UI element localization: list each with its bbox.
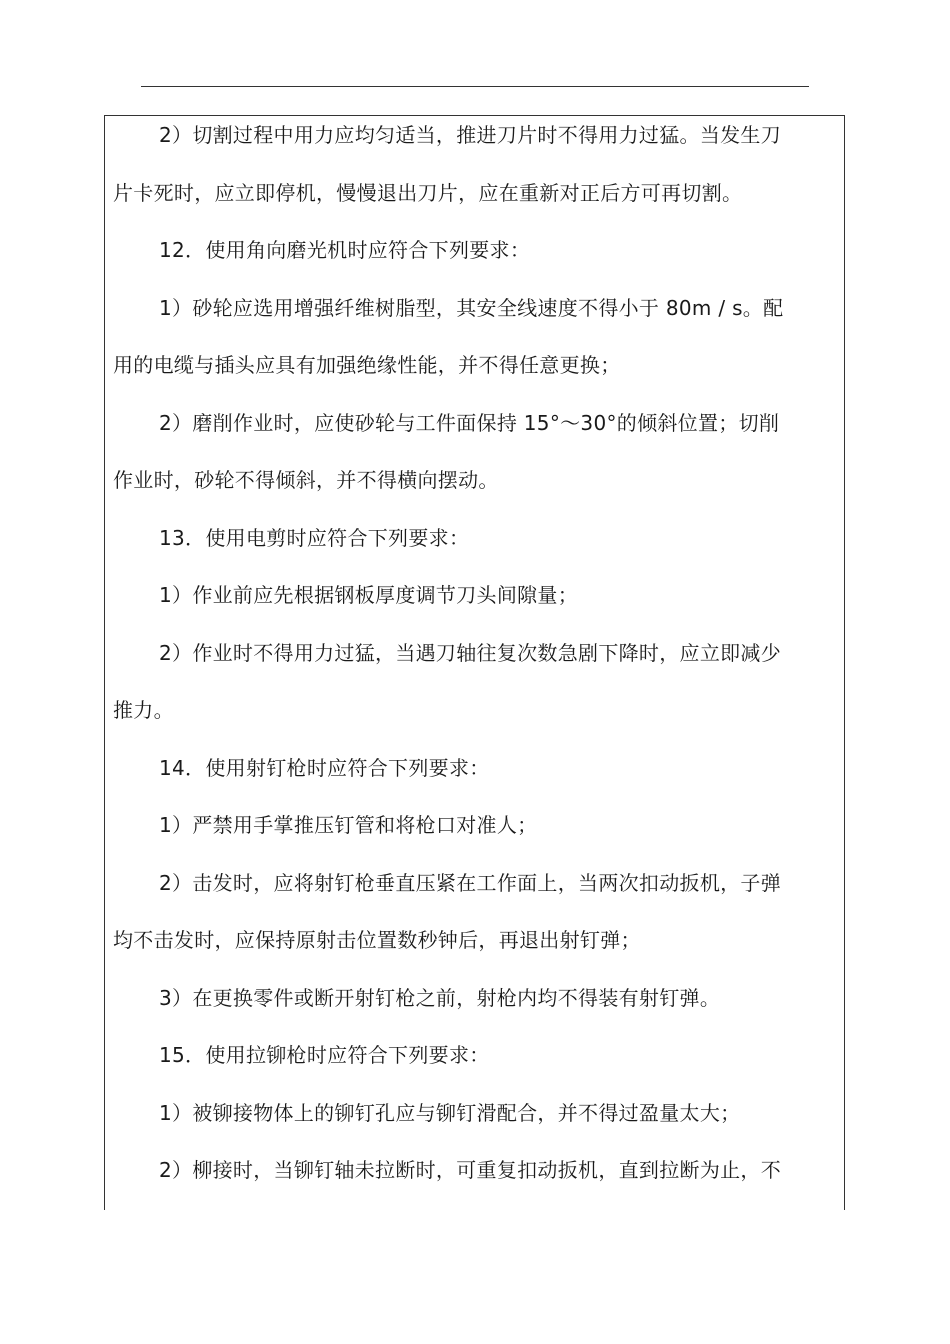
text-line: 片卡死时，应立即停机，慢慢退出刀片，应在重新对正后方可再切割。 bbox=[113, 180, 743, 205]
text-line: 13．使用电剪时应符合下列要求： bbox=[159, 525, 470, 550]
text-line: 2）切割过程中用力应均匀适当，推进刀片时不得用力过猛。当发生刀 bbox=[159, 123, 782, 147]
text-line: 2）磨削作业时，应使砂轮与工件面保持 15°～30°的倾斜位置；切削 bbox=[159, 410, 780, 435]
text-flow bbox=[113, 116, 839, 1200]
text-line: 2）柳接时，当铆钉轴未拉断时，可重复扣动扳机，直到拉断为止，不 bbox=[159, 1158, 782, 1182]
text-line: 1）砂轮应选用增强纤维树脂型，其安全线速度不得小于 80m / s。配 bbox=[159, 295, 784, 320]
text-line: 1）作业前应先根据钢板厚度调节刀头间隙量； bbox=[159, 583, 579, 607]
text-line: 15．使用拉铆枪时应符合下列要求： bbox=[159, 1043, 490, 1067]
text-line: 作业时，砂轮不得倾斜，并不得横向摆动。 bbox=[113, 468, 499, 492]
text-line: 3）在更换零件或断开射钉枪之前，射枪内均不得装有射钉弹。 bbox=[159, 985, 721, 1010]
text-line: 用的电缆与插头应具有加强绝缘性能，并不得任意更换； bbox=[113, 353, 621, 377]
text-line: 均不击发时，应保持原射击位置数秒钟后，再退出射钉弹； bbox=[113, 928, 641, 952]
text-line: 2）击发时，应将射钉枪垂直压紧在工作面上，当两次扣动扳机，子弹 bbox=[159, 870, 782, 895]
text-line: 1）严禁用手掌推压钉管和将枪口对准人； bbox=[159, 813, 538, 837]
header-rule bbox=[141, 86, 809, 87]
text-line: 1）被铆接物体上的铆钉孔应与铆钉滑配合，并不得过盈量太大； bbox=[159, 1100, 741, 1125]
text-line: 推力。 bbox=[113, 698, 174, 722]
text-line: 14．使用射钉枪时应符合下列要求： bbox=[159, 755, 490, 780]
content-box bbox=[104, 115, 845, 1210]
text-line: 12．使用角向磨光机时应符合下列要求： bbox=[159, 238, 531, 262]
text-line: 2）作业时不得用力过猛，当遇刀轴往复次数急剧下降时，应立即减少 bbox=[159, 640, 782, 665]
